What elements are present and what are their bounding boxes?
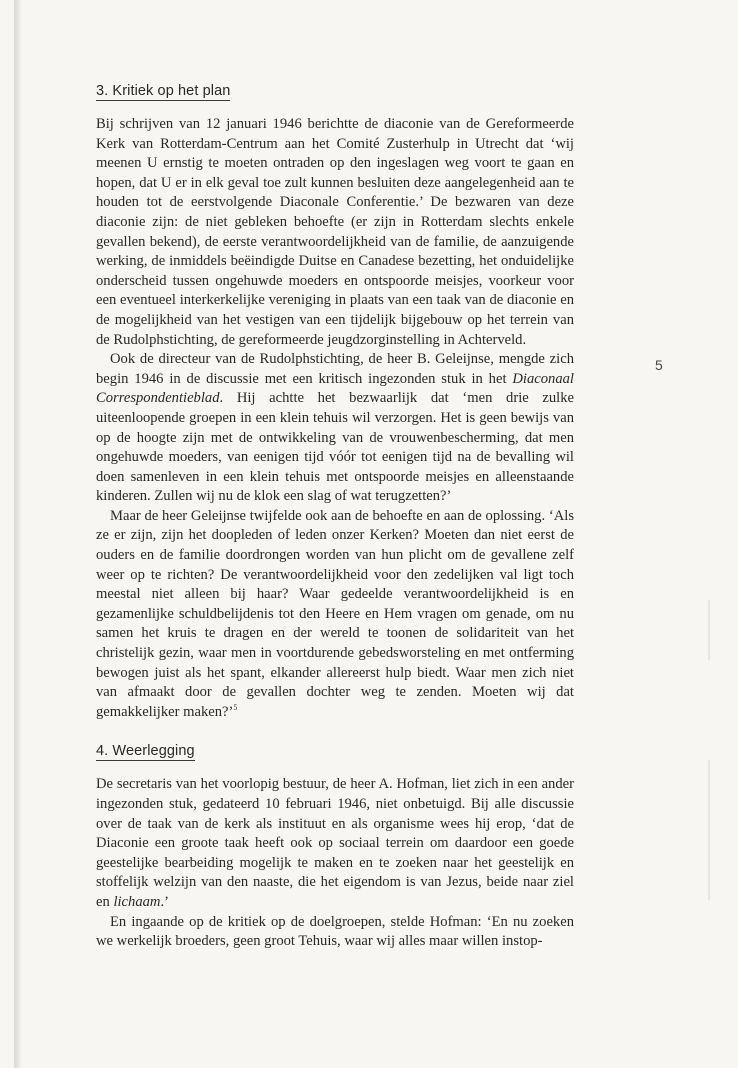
bleed-through-mark [708,760,710,900]
section-heading-kritiek: 3. Kritiek op het plan [96,83,231,99]
paragraph: Maar de heer Geleijnse twijfelde ook aan de behoefte en aan de oplossing. ‘Als ze er zijn, zijn het doopleden of leden onzer Kerken? Moeten dan niet eerst de ouders en de familie doordrongen worden van hun plicht om de gevallene zelf weer op te richten? De verantwoordelijkheid voor den zedelijken val ligt toch meestal niet alleen bij haar? Waar gedeelde verantwoordelijkheid is en gezamenlijke schuldbelijdenis tot den Heere en Hem vragen om genade, om nu samen het kruis te dragen en der wereld te toonen de solidariteit van het christelijk gezin, waar men in voortdurende gebedsworsteling en met ontferming bewogen juist als het spant, elkander allereerst hulp biedt. Waar men zich niet van afmaakt door de gevallen dochter weg te zenden. Moeten wij dat gemakkelijker maken?’$^5$ [96,507,574,720]
section-heading-weerlegging: 4. Weerlegging [96,743,195,760]
page-binding-shadow [14,0,22,1068]
paragraph: Ook de directeur van de Rudolphstichting, de heer B. Geleijnse, mengde zich begin 1946 in de discussie met een kritisch ingezonden stuk in het Diaconaal Correspondentieblad. Hij achtte het bezwaarlijk dat ‘men drie zulke uiteenloopende groepen in een klein tehuis wil verzorgen. Het is geen bewijs van op de hoogte zijn met de ontwikkeling van de vrouwenbescherming, dat men ongehuwde moeders, van eenigen tijd vóór tot eenigen tijd na de bevalling wil doen samenleven in een klein tehuis met ontspoorde meisjes en alleenstaande kinderen. Zullen wij nu de klok een slag of wat terugzetten?’ [96,351,574,505]
publication-title: Diaconaal Correspondentieblad [96,370,574,407]
text-column [96,82,574,952]
paragraph: Bij schrijven van 12 januari 1946 berichtte de diaconie van de Gereformeerde Kerk van Rotterdam-Centrum aan het Comité Zusterhulp in Utrecht dat ‘wij meenen U ernstig te moeten ontraden op den ingeslagen weg voort te gaan en hopen, dat U er in elk geval toe zult kunnen besluiten deze aangelegenheid aan te houden tot de eerstvolgende Diaconale Conferentie.’ De bezwaren van deze diaconie zijn: de niet gebleken behoefte (er zijn in Rotterdam slechts enkele gevallen bekend), de eerste verantwoordelijkheid van de familie, de aanzuigende werking, de inmiddels beëindigde Duitse en Canadese bezetting, het onduidelijke onderscheid tussen ongehuwde moeders en ontspoorde meisjes, voorkeur voor een eventueel interkerkelijke vereniging in plaats van een taak van de diaconie en de mogelijkheid van het vestigen van een tijdelijk bijgebouw op het terrein van de Rudolphstichting, de gereformeerde jeugdzorginstelling in Achterveld. [96,116,574,348]
paragraph: De secretaris van het voorlopig bestuur, de heer A. Hofman, liet zich in een ander ingezonden stuk, gedateerd 10 februari 1946, niet onbetuigd. Bij alle discussie over de taak van de kerk als instituut en als organisme wees hij erop, ‘dat de Diaconie een groote taak heeft ook op sociaal terrein om daardoor een goede geestelijke bearbeiding mogelijk te maken en te zoeken naar het geestelijk en stoffelijk welzijn van den naaste, die het eigendom is van Jezus, beide naar ziel en lichaam.’ [96,776,574,910]
paragraph: En ingaande op de kritiek op de doelgroepen, stelde Hofman: ‘En nu zoeken we werkelijk broeders, geen groot Tehuis, waar wij alles maar willen instop- [96,913,574,950]
bleed-through-mark [708,600,710,660]
footnote-marker: 5 [233,702,238,712]
emphasis: lichaam [113,893,161,910]
margin-line-number: 5 [655,357,663,373]
